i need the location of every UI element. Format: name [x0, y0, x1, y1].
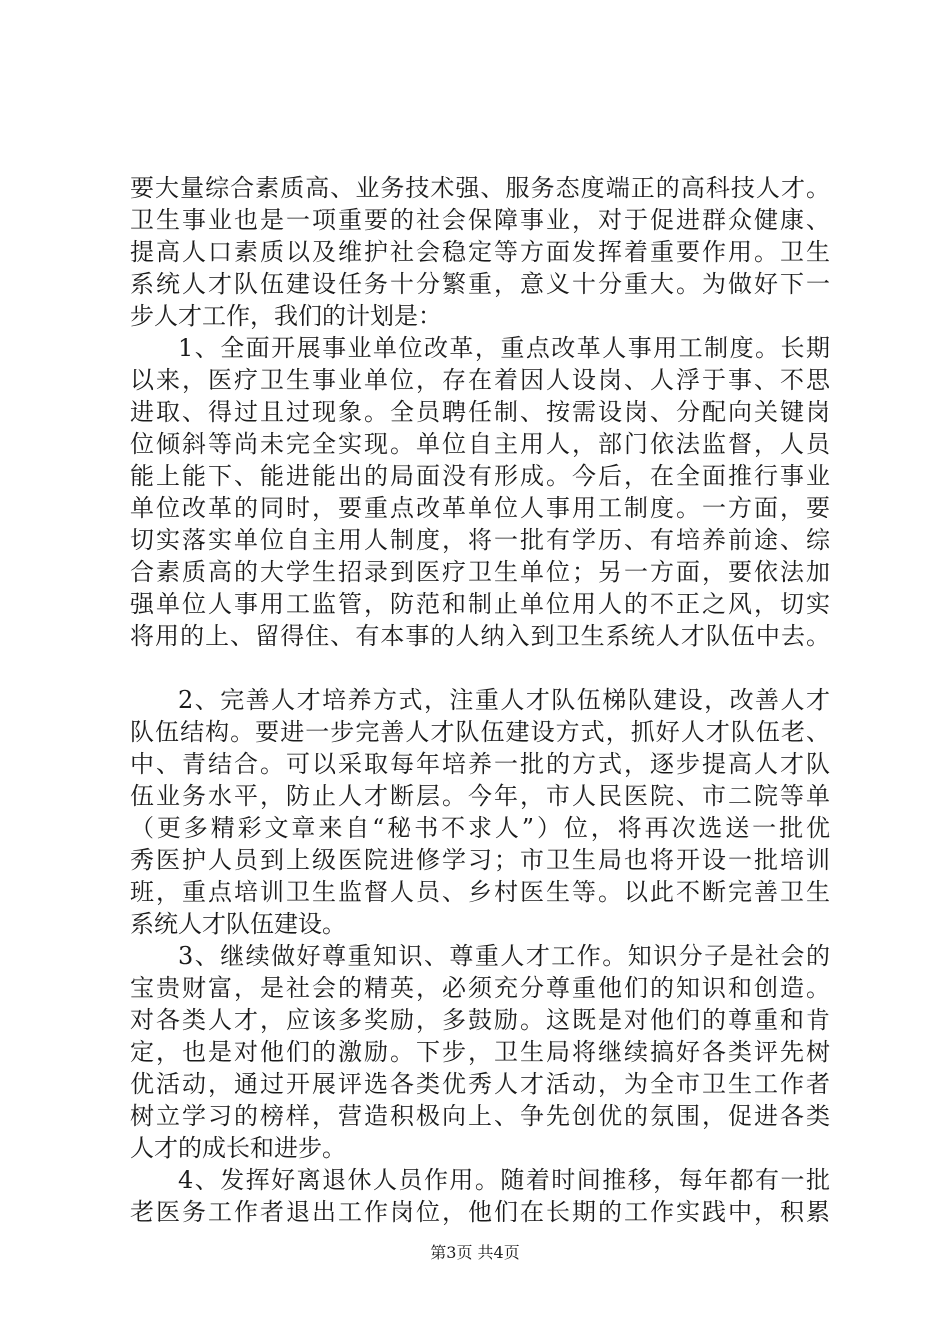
text-line: 提高人口素质以及维护社会稳定等方面发挥着重要作用。卫生	[130, 238, 830, 266]
text-line: 3、继续做好尊重知识、尊重人才工作。知识分子是社会的	[178, 942, 830, 970]
text-line: 2、完善人才培养方式，注重人才队伍梯队建设，改善人才	[178, 686, 830, 714]
text-line: 系统人才队伍建设。	[130, 910, 346, 938]
text-line: 伍业务水平，防止人才断层。今年，市人民医院、市二院等单	[130, 782, 830, 810]
text-line: 步人才工作，我们的计划是：	[130, 302, 442, 330]
text-line: 定，也是对他们的激励。下步，卫生局将继续搞好各类评先树	[130, 1038, 830, 1066]
text-line: 秀医护人员到上级医院进修学习；市卫生局也将开设一批培训	[130, 846, 830, 874]
text-line: 单位改革的同时，要重点改革单位人事用工制度。一方面，要	[130, 494, 830, 522]
text-line: 强单位人事用工监管，防范和制止单位用人的不正之风，切实	[130, 590, 830, 618]
text-line: 老医务工作者退出工作岗位，他们在长期的工作实践中，积累	[130, 1198, 830, 1226]
text-line: 人才的成长和进步。	[130, 1134, 346, 1162]
text-line: 优活动，通过开展评选各类优秀人才活动，为全市卫生工作者	[130, 1070, 830, 1098]
text-line: 1、全面开展事业单位改革，重点改革人事用工制度。长期	[178, 334, 830, 362]
text-line: 将用的上、留得住、有本事的人纳入到卫生系统人才队伍中去。	[130, 622, 830, 650]
text-line: 进取、得过且过现象。全员聘任制、按需设岗、分配向关键岗	[130, 398, 830, 426]
text-line: 对各类人才，应该多奖励，多鼓励。这既是对他们的尊重和肯	[130, 1006, 830, 1034]
page-number-footer: 第3页 共4页	[430, 1243, 520, 1262]
text-line: 切实落实单位自主用人制度，将一批有学历、有培养前途、综	[130, 526, 830, 554]
text-line: 合素质高的大学生招录到医疗卫生单位；另一方面，要依法加	[130, 558, 830, 586]
text-line: 卫生事业也是一项重要的社会保障事业，对于促进群众健康、	[130, 206, 830, 234]
text-line: 位倾斜等尚未完全实现。单位自主用人，部门依法监督，人员	[130, 430, 830, 458]
text-line: （更多精彩文章来自“秘书不求人”）位，将再次选送一批优	[130, 814, 830, 842]
text-line: 以来，医疗卫生事业单位，存在着因人设岗、人浮于事、不思	[130, 366, 830, 394]
document-body	[130, 172, 830, 1228]
paragraph-spacer	[130, 652, 830, 684]
text-line: 系统人才队伍建设任务十分繁重，意义十分重大。为做好下一	[130, 270, 830, 298]
text-line: 要大量综合素质高、业务技术强、服务态度端正的高科技人才。	[130, 174, 830, 202]
text-line: 能上能下、能进能出的局面没有形成。今后，在全面推行事业	[130, 462, 830, 490]
text-line: 队伍结构。要进一步完善人才队伍建设方式，抓好人才队伍老、	[130, 718, 830, 746]
text-line: 4、发挥好离退休人员作用。随着时间推移，每年都有一批	[178, 1166, 830, 1194]
text-line: 宝贵财富，是社会的精英，必须充分尊重他们的知识和创造。	[130, 974, 830, 1002]
text-line: 中、青结合。可以采取每年培养一批的方式，逐步提高人才队	[130, 750, 830, 778]
text-line: 树立学习的榜样，营造积极向上、争先创优的氛围，促进各类	[130, 1102, 830, 1130]
text-line: 班，重点培训卫生监督人员、乡村医生等。以此不断完善卫生	[130, 878, 830, 906]
